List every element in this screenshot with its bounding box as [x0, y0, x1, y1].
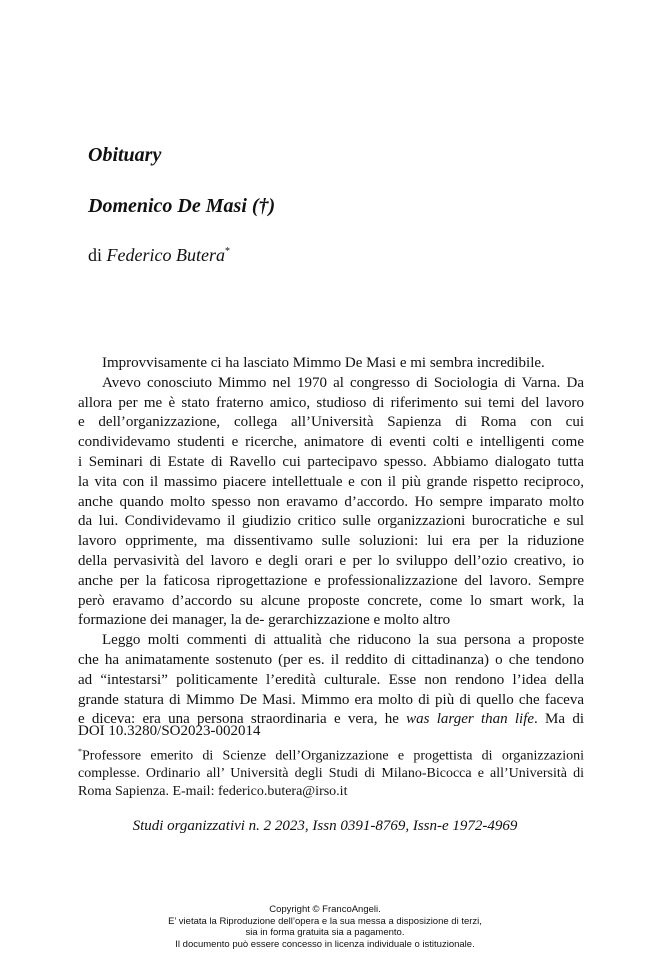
body-line: da lui. Condividevamo il giudizio critico sulle organizzazioni burocratiche e sul — [78, 513, 584, 530]
article-body — [78, 354, 584, 730]
doi: DOI 10.3280/SO2023-002014 — [78, 723, 261, 739]
body-text-run: . Ma di — [534, 711, 584, 728]
author-footnote — [78, 743, 584, 800]
body-line: e dell’organizzazione, collega all’Università Sapienza di Roma con cui — [78, 414, 584, 431]
byline-prefix: di — [88, 245, 107, 265]
copyright-line: Il documento può essere concesso in licenza individuale o istituzionale. — [175, 938, 475, 950]
body-line: la vita con il massimo piacere intellettuale e con il più grande rispetto reciproco, — [78, 473, 584, 490]
body-line: però eravamo d’accordo su alcune proposte concrete, come lo smart work, la — [78, 592, 584, 609]
body-emphasis: was larger than life — [406, 711, 535, 728]
section-label: Obituary — [88, 144, 162, 166]
body-line: ad “intestarsi” politicamente l’eredità culturale. Esse non rendono l’idea della — [78, 671, 584, 688]
body-line: formazione dei manager, la de- gerarchizzazione e molto altro — [78, 612, 451, 629]
body-line: anche per la faticosa riprogettazione e professionalizzazione del lavoro. Sempre — [78, 572, 584, 589]
footnote-text: Professore emerito di Scienze dell’Organizzazione e progettista di organizzazioni — [82, 748, 584, 764]
body-line: allora per me è stato fraterno amico, studioso di riferimento sui temi del lavoro — [78, 394, 584, 411]
copyright-line: sia in forma gratuita sia a pagamento. — [245, 927, 405, 938]
body-line: della pervasività del lavoro e degli orari e per lo sviluppo dell’ozio creativo, io — [78, 552, 584, 569]
footnote-mark: * — [78, 747, 82, 756]
body-line: condividevamo studenti e ricerche, animatore di eventi colti e intelligenti come — [78, 434, 584, 451]
byline — [88, 245, 230, 266]
body-line: grande statura di Mimmo De Masi. Mimmo era molto di più di quello che faceva — [78, 691, 584, 708]
body-line: che ha animatamente sostenuto (per es. il reddito di cittadinanza) o che tendono — [78, 651, 584, 668]
journal-citation: Studi organizzativi n. 2 2023, Issn 0391-8769, Issn-e 1972-4969 — [132, 818, 518, 834]
footnote-line — [78, 743, 584, 765]
article-title: Domenico De Masi (†) — [88, 195, 276, 217]
footnote-line: Roma Sapienza. E-mail: federico.butera@irso.it — [78, 783, 348, 799]
footnote-mark: * — [224, 246, 230, 257]
body-line: Avevo conosciuto Mimmo nel 1970 al congresso di Sociologia di Varna. Da — [102, 374, 584, 391]
body-line: anche quando molto spesso non eravamo d’accordo. Ho sempre imparato molto — [78, 493, 584, 510]
body-line: i Seminari di Estate di Ravello cui partecipavo spesso. Abbiamo dialogato tutta — [78, 453, 584, 470]
copyright-line: E’ vietata la Riproduzione dell’opera e la sua messa a disposizione di terzi, — [168, 915, 482, 927]
copyright-line: Copyright © FrancoAngeli. — [269, 904, 381, 915]
body-line: Improvvisamente ci ha lasciato Mimmo De Masi e mi sembra incredibile. — [102, 355, 545, 371]
body-text-run: e diceva: era una persona straordinaria e vera, he — [78, 711, 407, 728]
copyright-notice — [0, 904, 650, 950]
body-line: lavoro opprimente, ma dissentivamo sulle soluzioni: lui era per la riduzione — [78, 533, 584, 550]
author-name: Federico Butera — [106, 245, 225, 265]
footnote-line: complesse. Ordinario all’ Università degli Studi di Milano-Bicocca e all’Università di — [78, 766, 584, 782]
body-line: Leggo molti commenti di attualità che riducono la sua persona a proposte — [102, 632, 584, 649]
